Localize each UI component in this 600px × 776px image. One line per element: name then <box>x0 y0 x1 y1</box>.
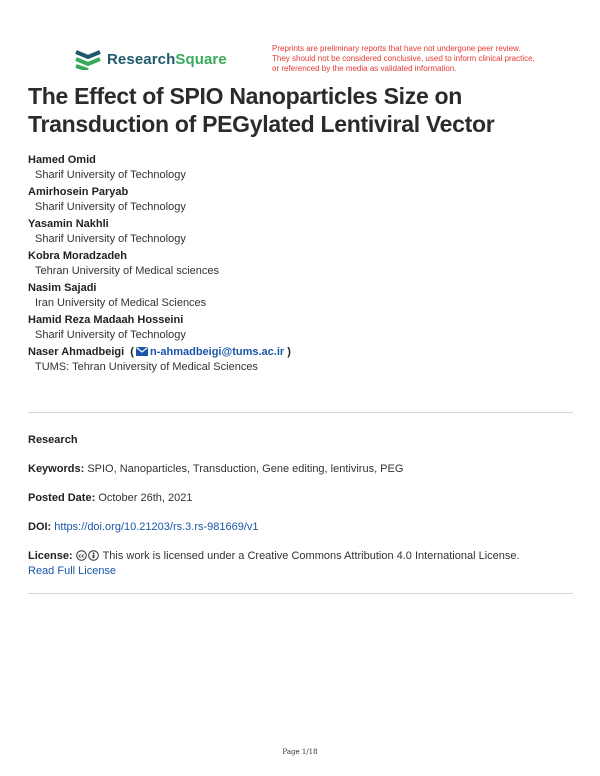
article-type-label: Research <box>28 434 78 446</box>
author-name[interactable]: Kobra Moradzadeh <box>28 250 128 262</box>
license-row <box>28 549 573 579</box>
license-text: This work is licensed under a Creative Commons Attribution 4.0 International License. <box>102 550 520 562</box>
mail-icon <box>136 347 148 356</box>
author-name[interactable]: Hamid Reza Madaah Hosseini <box>28 314 184 326</box>
doi-link[interactable]: https://doi.org/10.21203/rs.3.rs-981669/v1 <box>54 521 259 533</box>
author-entry <box>28 185 573 215</box>
disclaimer-line: They should not be considered conclusive, used to inform clinical practice, <box>272 54 535 63</box>
svg-text:cc: cc <box>78 553 85 560</box>
author-list <box>28 153 573 377</box>
email-close-paren: ) <box>284 346 291 358</box>
email-open-paren: ( <box>127 346 134 358</box>
author-entry <box>28 281 573 311</box>
doi-row <box>28 520 573 535</box>
author-entry <box>28 217 573 247</box>
keywords-value: SPIO, Nanoparticles, Transduction, Gene editing, lentivirus, PEG <box>87 463 404 475</box>
author-affiliation: Sharif University of Technology <box>35 169 186 181</box>
logo-text <box>107 51 227 68</box>
by-icon <box>88 550 99 561</box>
section-divider <box>28 412 573 413</box>
author-name[interactable]: Nasim Sajadi <box>28 282 97 294</box>
keywords-row <box>28 462 573 477</box>
posted-date-label: Posted Date: <box>28 492 96 504</box>
article-type <box>28 433 573 448</box>
article-title: The Effect of SPIO Nanoparticles Size on Transduction of PEGylated Lentiviral Vector <box>28 83 495 137</box>
author-entry <box>28 249 573 279</box>
author-entry <box>28 313 573 343</box>
author-name[interactable]: Amirhosein Paryab <box>28 186 129 198</box>
doi-label: DOI: <box>28 521 52 533</box>
research-square-logo[interactable] <box>75 48 227 70</box>
author-affiliation: TUMS: Tehran University of Medical Sciences <box>35 361 258 373</box>
author-affiliation: Sharif University of Technology <box>35 329 186 341</box>
disclaimer-line: Preprints are preliminary reports that have not undergone peer review. <box>272 44 521 53</box>
page-number: Page 1/18 <box>282 748 318 756</box>
logo-text-square: Square <box>175 50 227 68</box>
author-affiliation: Iran University of Medical Sciences <box>35 297 207 309</box>
author-affiliation: Sharif University of Technology <box>35 201 186 213</box>
research-square-logo-icon <box>75 48 101 70</box>
logo-text-research: Research <box>107 50 176 68</box>
corresponding-author-entry <box>28 345 573 375</box>
posted-date-row <box>28 491 573 506</box>
read-full-license-link[interactable]: Read Full License <box>28 565 117 577</box>
cc-icon <box>76 550 87 561</box>
author-affiliation: Sharif University of Technology <box>35 233 186 245</box>
author-affiliation: Tehran University of Medical sciences <box>35 265 220 277</box>
author-entry <box>28 153 573 183</box>
disclaimer-line: or referenced by the media as validated information. <box>272 64 457 73</box>
section-divider <box>28 593 573 594</box>
corresponding-author-name[interactable]: Naser Ahmadbeigi <box>28 346 125 358</box>
corresponding-author-line <box>28 345 573 360</box>
posted-date-value: October 26th, 2021 <box>98 492 193 504</box>
keywords-label: Keywords: <box>28 463 85 475</box>
preprint-disclaimer <box>272 44 562 74</box>
license-label: License: <box>28 550 73 562</box>
corresponding-author-email-link[interactable]: n-ahmadbeigi@tums.ac.ir <box>149 346 285 358</box>
author-name[interactable]: Hamed Omid <box>28 154 96 166</box>
author-name[interactable]: Yasamin Nakhli <box>28 218 109 230</box>
